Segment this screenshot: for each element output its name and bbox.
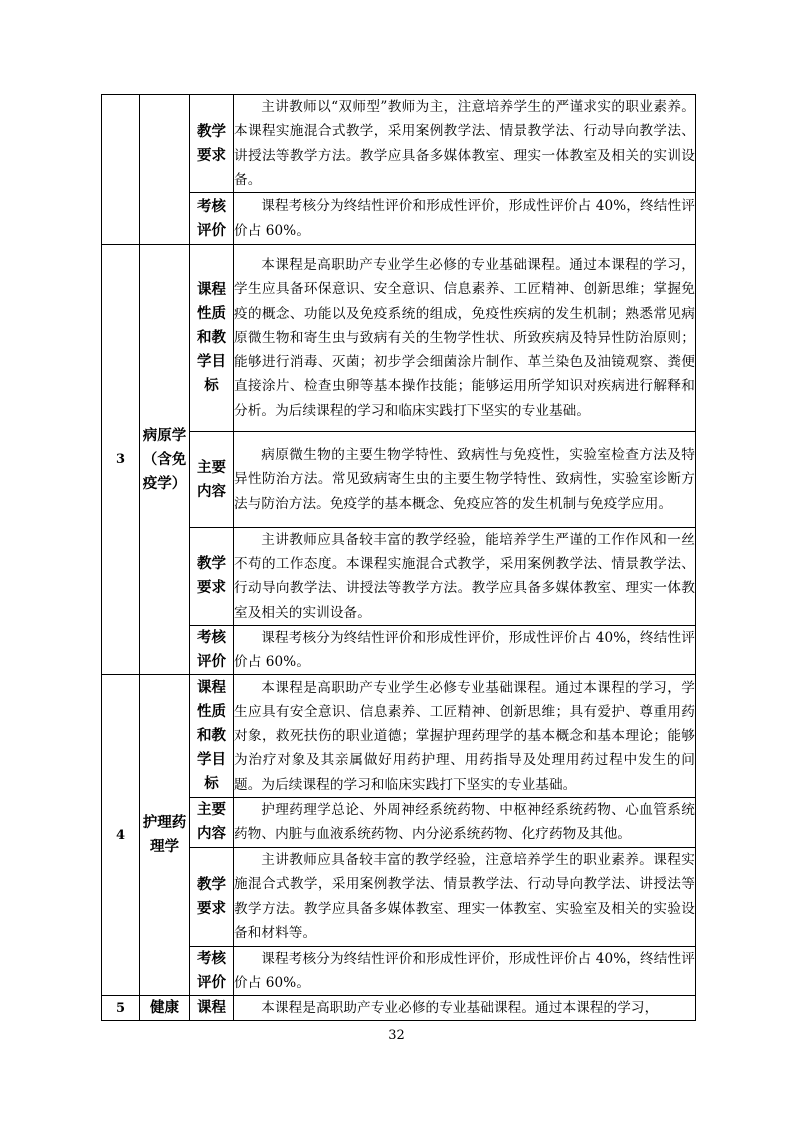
field-text: 课程考核分为终结性评价和形成性评价，形成性评价占 40%，终结性评价占 60%。 (234, 625, 696, 674)
field-label: 教学要求 (190, 847, 234, 946)
table-row (102, 528, 696, 626)
field-label: 考核评价 (190, 193, 234, 245)
course-name: 病原学（含免疫学） (140, 245, 190, 675)
course-number: 4 (102, 675, 140, 996)
table-row (102, 996, 696, 1021)
course-name: 护理药理学 (140, 675, 190, 996)
field-label: 主要内容 (190, 432, 234, 528)
field-text: 本课程是高职助产专业学生必修的专业基础课程。通过本课程的学习，学生应具备环保意识、安全意识、信息素养、工匠精神、创新思维；掌握免疫的概念、功能以及免疫系统的组成，免疫性疾病的发生机制；熟悉常见病原微生物和寄生虫与致病有关的生物学性状、所致疾病及特异性防治原则；能够进行消毒、灭菌；初步学会细菌涂片制作、革兰染色及油镜观察、粪便直接涂片、检查虫卵等基本操作技能；能够运用所学知识对疾病进行解释和分析。为后续课程的学习和临床实践打下坚实的专业基础。 (234, 245, 696, 432)
table-row (102, 847, 696, 946)
field-label: 考核评价 (190, 946, 234, 995)
field-text: 本课程是高职助产专业学生必修专业基础课程。通过本课程的学习，学生应具有安全意识、信息素养、工匠精神、创新思维；具有爱护、尊重用药对象，救死扶伤的职业道德；掌握护理药理学的基本概念和基本理论；能够为治疗对象及其亲属做好用药护理、用药指导及处理用药过程中发生的问题。为后续课程的学习和临床实践打下坚实的专业基础。 (234, 675, 696, 798)
field-label: 教学要求 (190, 528, 234, 626)
field-label: 主要内容 (190, 798, 234, 847)
field-label: 教学要求 (190, 95, 234, 193)
field-text: 主讲教师应具备较丰富的教学经验，注意培养学生的职业素养。课程实施混合式教学，采用案例教学法、情景教学法、行动导向教学法、讲授法等教学方法。教学应具备多媒体教室、理实一体教室、实验室及相关的实验设备和材料等。 (234, 847, 696, 946)
field-text: 课程考核分为终结性评价和形成性评价，形成性评价占 40%，终结性评价占 60%。 (234, 193, 696, 245)
table-row (102, 675, 696, 798)
table-row (102, 193, 696, 245)
truncated-text: 本课程是高职助产专业必修的专业基础课程。通过本课程的学习， (261, 1000, 659, 1017)
field-text: 病原微生物的主要生物学特性、致病性与免疫性，实验室检查方法及特异性防治方法。常见致病寄生虫的主要生物学特性、致病性，实验室诊断方法与防治方法。免疫学的基本概念、免疫应答的发生机制与免疫学应用。 (234, 432, 696, 528)
course-number: 3 (102, 245, 140, 675)
field-text: 课程考核分为终结性评价和形成性评价，形成性评价占 40%，终结性评价占 60%。 (234, 946, 696, 995)
field-text (234, 996, 696, 1021)
course-number: 5 (102, 996, 140, 1021)
course-name-cell (140, 95, 190, 245)
page-number: 32 (388, 1028, 405, 1043)
table-row (102, 245, 696, 432)
table-row (102, 798, 696, 847)
table-row (102, 625, 696, 674)
course-number-cell (102, 95, 140, 245)
table-row (102, 95, 696, 193)
table-row (102, 432, 696, 528)
field-label: 课程性质和教学目标 (190, 245, 234, 432)
table-row (102, 946, 696, 995)
field-label: 课程性质和教学目标 (190, 675, 234, 798)
course-name: 健康 (140, 996, 190, 1021)
field-text: 主讲教师以“双师型”教师为主，注意培养学生的严谨求实的职业素养。本课程实施混合式教学，采用案例教学法、情景教学法、行动导向教学法、讲授法等教学方法。教学应具备多媒体教室、理实一体教室及相关的实训设备。 (234, 95, 696, 193)
field-text: 主讲教师应具备较丰富的教学经验，能培养学生严谨的工作作风和一丝不苟的工作态度。本课程实施混合式教学，采用案例教学法、情景教学法、行动导向教学法、讲授法等教学方法。教学应具备多媒体教室、理实一体教室及相关的实训设备。 (234, 528, 696, 626)
course-table (101, 94, 696, 1021)
field-label: 课程 (190, 996, 234, 1021)
field-label: 考核评价 (190, 625, 234, 674)
field-text: 护理药理学总论、外周神经系统药物、中枢神经系统药物、心血管系统药物、内脏与血液系统药物、内分泌系统药物、化疗药物及其他。 (234, 798, 696, 847)
